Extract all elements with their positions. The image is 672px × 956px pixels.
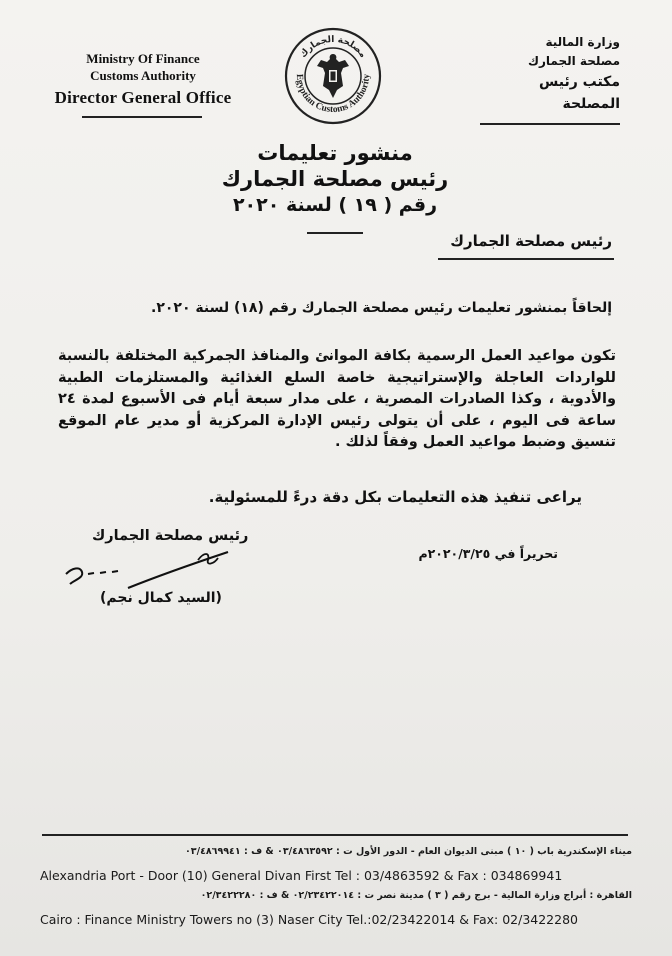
reference-line: إلحاقاً بمنشور تعليمات رئيس مصلحة الجمارك رقم (١٨) لسنة ٢٠٢٠. (150, 300, 612, 316)
header-office-ar: مكتب رئيس المصلحة (538, 74, 620, 112)
header-ministry-en: Ministry Of Finance (86, 51, 200, 66)
header-english (48, 50, 238, 108)
header-left-underline (82, 116, 202, 118)
addressee (438, 232, 612, 260)
title-line-3: رقم ( ١٩ ) لسنة ٢٠٢٠ (232, 194, 438, 216)
addressee-text: رئيس مصلحة الجمارك (450, 232, 612, 250)
eagle-emblem-icon (317, 54, 349, 98)
issue-date: تحريراً في ٢٠٢٠/٣/٢٥م (418, 546, 558, 561)
header-authority-ar: مصلحة الجمارك (528, 54, 620, 68)
footer-alexandria-en: Alexandria Port - Door (10) General Divan First Tel : 03/4863592 & Fax : 034869941 (40, 868, 563, 883)
customs-seal-logo (283, 26, 383, 126)
circular-title (150, 140, 520, 234)
seal-text-ar: مصلحة الجمارك (298, 34, 368, 60)
header-arabic (480, 33, 620, 125)
title-line-2: رئيس مصلحة الجمارك (221, 167, 449, 191)
footer-cairo-en: Cairo : Finance Ministry Towers no (3) Naser City Tel.:02/23422014 & Fax: 02/3422280 (40, 912, 578, 927)
handwritten-signature-icon (58, 540, 258, 620)
seal-icon (283, 26, 383, 126)
footer-cairo-ar: القاهرة : أبراج وزارة المالية - برج رقم ( ٣ ) مدينة نصر ت : ٠٢/٢٣٤٢٢٠١٤ & ف : ٠٢/٣٤٢٢٢٨٠ (200, 890, 632, 901)
footer-alexandria-ar: ميناء الإسكندرية باب ( ١٠ ) مبنى الديوان العام - الدور الأول ت : ٠٣/٤٨٦٣٥٩٢ & ف : ٠٣/٤٨٦٩٩٤١ (185, 846, 632, 857)
addressee-underline (438, 258, 614, 260)
header-authority-en: Customs Authority (90, 68, 196, 83)
body-paragraph: تكون مواعيد العمل الرسمية بكافة الموانئ والمنافذ الجمركية المختلفة بالنسبة للواردات العاجلة والإستراتيجية خاصة السلع الغذائية والمستلزمات الطبية والأدوية ، وكذا الصادرات المصرية ، على مدار سبعة أيام فى الأسبوع لمدة ٢٤ ساعة فى اليوم ، على أن يتولى رئيس الإدارة المركزية أو مدير عام الموقع تنسيق وضبط مواعيد العمل وفقاً لذلك . (58, 348, 616, 450)
seal-text-en: Egyptian Customs Authority (293, 73, 373, 116)
header-right-underline (480, 123, 620, 125)
footer-divider (42, 834, 628, 836)
closing-line: يراعى تنفيذ هذه التعليمات بكل دقة درءً للمسئولية. (208, 488, 582, 506)
title-underline (307, 232, 363, 234)
signatory-name: (السيد كمال نجم) (100, 590, 222, 606)
title-line-1: منشور تعليمات (257, 141, 413, 165)
header-ministry-ar: وزارة المالية (545, 35, 620, 49)
header-office-en: Director General Office (54, 88, 232, 107)
signatory-title: رئيس مصلحة الجمارك (92, 528, 249, 544)
